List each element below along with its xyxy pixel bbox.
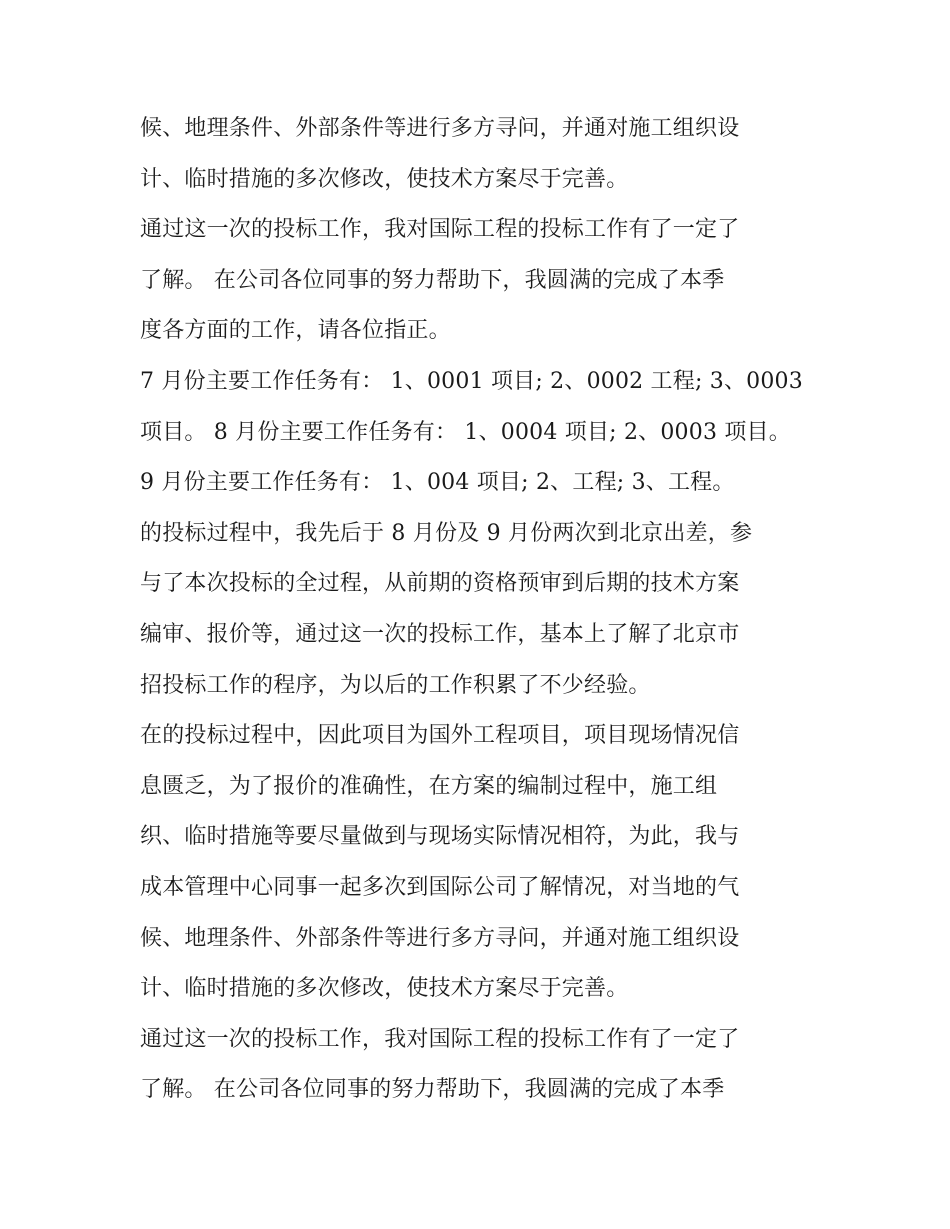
text-line: 织、临时措施等要尽量做到与现场实际情况相符，为此，我与 bbox=[140, 824, 740, 850]
text-line: 通过这一次的投标工作，我对国际工程的投标工作有了一定了 bbox=[140, 1026, 740, 1052]
text-line: 了解。 在公司各位同事的努力帮助下，我圆满的完成了本季 bbox=[140, 1077, 725, 1103]
text-line: 在的投标过程中，因此项目为国外工程项目，项目现场情况信 bbox=[140, 723, 740, 749]
text-line: 息匮乏，为了报价的准确性，在方案的编制过程中，施工组 bbox=[140, 773, 718, 799]
text-line: 了解。 在公司各位同事的努力帮助下，我圆满的完成了本季 bbox=[140, 267, 725, 293]
text-line: 通过这一次的投标工作，我对国际工程的投标工作有了一定了 bbox=[140, 217, 740, 243]
text-line: 7 月份主要工作任务有： 1、0001 项目; 2、0002 工程; 3、0003 bbox=[140, 368, 803, 394]
text-line: 候、地理条件、外部条件等进行多方寻问，并通对施工组织设 bbox=[140, 925, 740, 951]
text-line: 计、临时措施的多次修改，使技术方案尽于完善。 bbox=[140, 976, 629, 1002]
document-body bbox=[140, 104, 820, 1116]
text-line: 项目。 8 月份主要工作任务有： 1、0004 项目; 2、0003 项目。 bbox=[140, 419, 791, 445]
text-line: 编审、报价等，通过这一次的投标工作，基本上了解了北京市 bbox=[140, 621, 740, 647]
text-line: 度各方面的工作，请各位指正。 bbox=[140, 318, 451, 344]
text-line: 候、地理条件、外部条件等进行多方寻问，并通对施工组织设 bbox=[140, 116, 740, 141]
text-line: 计、临时措施的多次修改，使技术方案尽于完善。 bbox=[140, 166, 629, 192]
text-line: 与了本次投标的全过程，从前期的资格预审到后期的技术方案 bbox=[140, 571, 740, 597]
text-line: 9 月份主要工作任务有： 1、004 项目; 2、工程; 3、工程。 bbox=[140, 470, 735, 496]
text-line: 的投标过程中，我先后于 8 月份及 9 月份两次到北京出差，参 bbox=[140, 520, 753, 546]
text-line: 成本管理中心同事一起多次到国际公司了解情况，对当地的气 bbox=[140, 874, 740, 900]
text-line: 招投标工作的程序，为以后的工作积累了不少经验。 bbox=[140, 672, 651, 698]
